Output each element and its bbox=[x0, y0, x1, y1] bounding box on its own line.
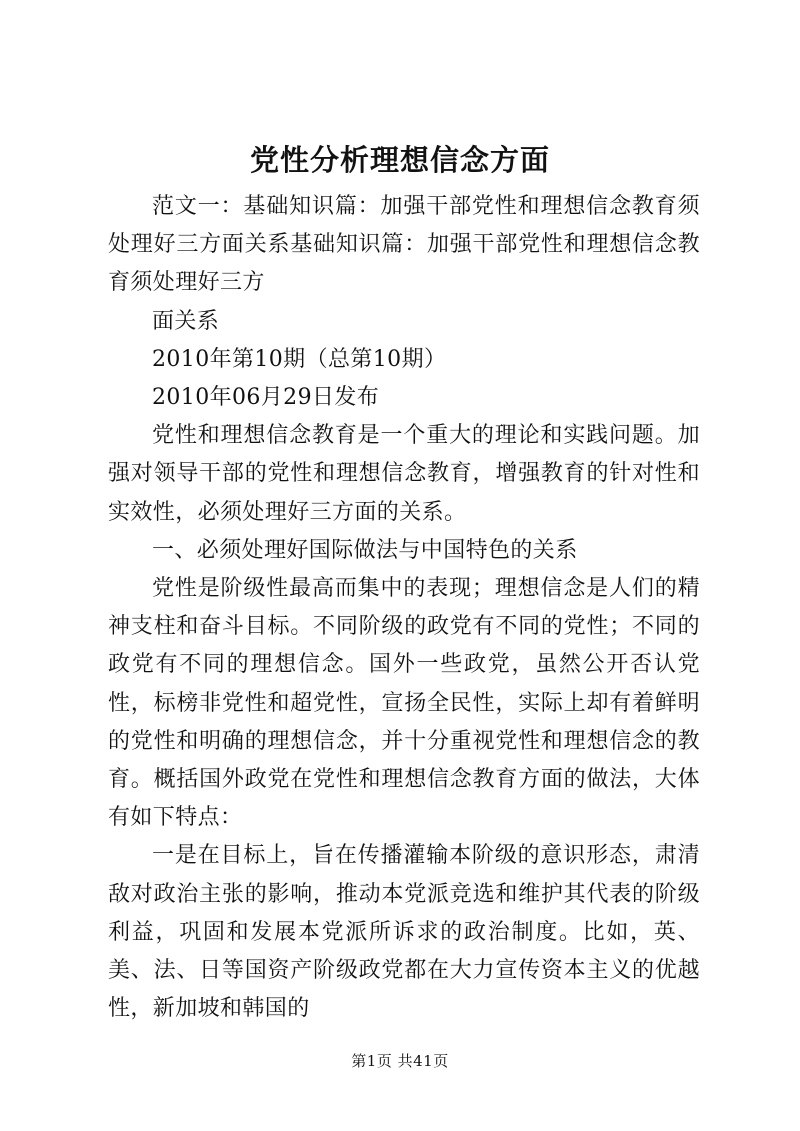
document-title: 党性分析理想信念方面 bbox=[249, 143, 550, 177]
paragraph-intro-continued: 面关系 bbox=[152, 308, 220, 334]
page-footer: 第1页 共41页 bbox=[351, 1052, 449, 1070]
paragraph-issue: 2010年第10期（总第10期） bbox=[152, 346, 447, 372]
paragraph-party-nature: 党性是阶级性最高而集中的表现；理想信念是人们的精神支柱和奋斗目标。不同阶级的政党有不同的党性；不同的政党有不同的理想信念。国外一些政党，虽然公开否认党性，标榜非党性和超党性，宣扬全民性，实际上却有着鲜明的党性和明确的理想信念，并十分重视党性和理想信念的教育。概括国外政党在党性和理想信念教育方面的做法，大体有如下特点： bbox=[108, 576, 700, 831]
paragraph-goals: 一是在目标上，旨在传播灌输本阶级的意识形态，肃清敌对政治主张的影响，推动本党派竞选和维护其代表的阶级利益，巩固和发展本党派所诉求的政治制度。比如，英、美、法、日等国资产阶级政党都在大力宣传资本主义的优越性，新加坡和韩国的 bbox=[108, 843, 700, 1022]
paragraph-overview: 党性和理想信念教育是一个重大的理论和实践问题。加强对领导干部的党性和理想信念教育，增强教育的针对性和实效性，必须处理好三方面的关系。 bbox=[108, 423, 700, 525]
paragraph-publish-date: 2010年06月29日发布 bbox=[152, 385, 380, 411]
section-heading-1: 一、必须处理好国际做法与中国特色的关系 bbox=[152, 537, 578, 563]
document-body bbox=[108, 188, 700, 1028]
paragraph-intro: 范文一：基础知识篇：加强干部党性和理想信念教育须处理好三方面关系基础知识篇：加强干部党性和理想信念教育须处理好三方 bbox=[108, 194, 700, 296]
